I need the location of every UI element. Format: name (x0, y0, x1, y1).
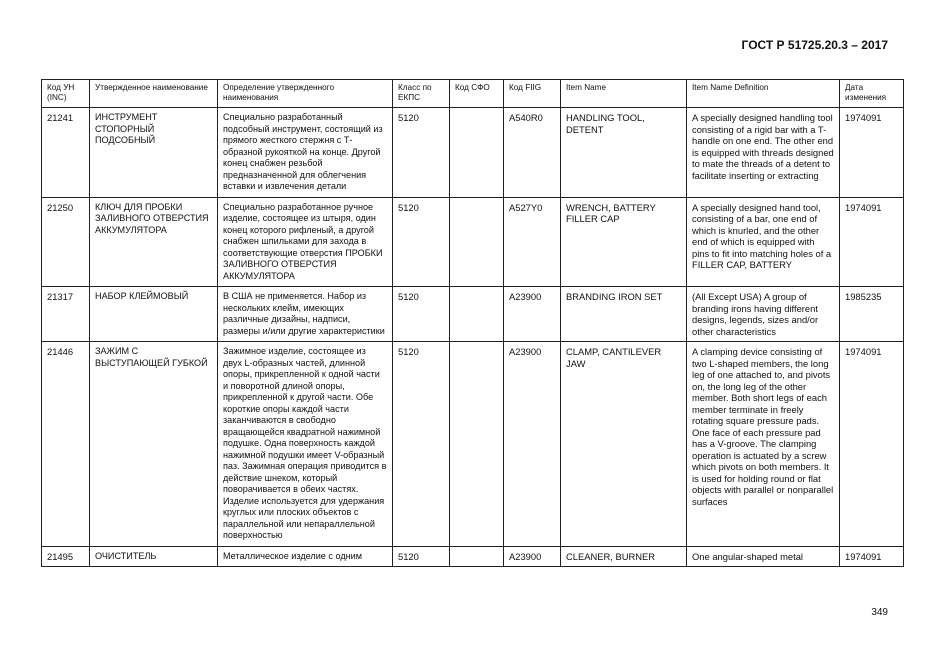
table-row (42, 197, 904, 287)
cell-name-ru: КЛЮЧ ДЛЯ ПРОБКИ ЗАЛИВНОГО ОТВЕРСТИЯ АККУМУЛЯТОРА (90, 197, 218, 287)
table-header-row (42, 80, 904, 108)
col-header-sfo: Код СФО (450, 80, 504, 108)
cell-name-ru: ЗАЖИМ С ВЫСТУПАЮЩЕЙ ГУБКОЙ (90, 342, 218, 547)
cell-fiig: A527Y0 (504, 197, 561, 287)
cell-date: 1985235 (840, 287, 904, 342)
cell-fiig: A23900 (504, 287, 561, 342)
cell-date: 1974091 (840, 108, 904, 198)
cell-class: 5120 (393, 287, 450, 342)
col-header-definition-ru: Определение утвержденного наименования (218, 80, 393, 108)
cell-item-definition: A specially designed hand tool, consisting of a bar, one end of which is knurled, and the other end of which is equipped with pins to fit into matching holes of a FILLER CAP, BATTERY (687, 197, 840, 287)
cell-definition-ru: В США не применяется. Набор из нескольких клейм, имеющих различные дизайны, надписи, размеры и/или другие характеристики (218, 287, 393, 342)
cell-item-definition: A clamping device consisting of two L-shaped members, the long leg of one attached to, and pivots on, the long leg of the other member. Both short legs of each member terminate in freely rotating square pressure pads. One face of each pressure pad has a V-groove. The clamping operation is actuated by a screw which pivots on both members. It is used for holding round or flat objects with parallel or nonparallel surfaces (687, 342, 840, 547)
cell-sfo (450, 197, 504, 287)
col-header-date: Дата изменения (840, 80, 904, 108)
cell-name-ru: ИНСТРУМЕНТ СТОПОРНЫЙ ПОДСОБНЫЙ (90, 108, 218, 198)
cell-definition-ru: Специально разработанное ручное изделие, состоящее из штыря, один конец которого рифленый, а другой снабжен шпильками для захода в соответствующие отверстия ПРОБКИ ЗАЛИВНОГО ОТВЕРСТИЯ АККУМУЛЯТОРА (218, 197, 393, 287)
cell-sfo (450, 342, 504, 547)
cell-name-ru: НАБОР КЛЕЙМОВЫЙ (90, 287, 218, 342)
cell-date: 1974091 (840, 342, 904, 547)
cell-sfo (450, 287, 504, 342)
document-title: ГОСТ Р 51725.20.3 – 2017 (741, 38, 888, 52)
cell-sfo (450, 546, 504, 567)
cell-class: 5120 (393, 546, 450, 567)
cell-item-name: BRANDING IRON SET (561, 287, 687, 342)
cell-item-name: HANDLING TOOL, DETENT (561, 108, 687, 198)
cell-fiig: A23900 (504, 342, 561, 547)
cell-fiig: A540R0 (504, 108, 561, 198)
cell-sfo (450, 108, 504, 198)
cell-name-ru: ОЧИСТИТЕЛЬ (90, 546, 218, 567)
cell-fiig: A23900 (504, 546, 561, 567)
table-row (42, 546, 904, 567)
col-header-inc: Код УН (INC) (42, 80, 90, 108)
cell-class: 5120 (393, 197, 450, 287)
cell-item-definition: A specially designed handling tool consisting of a rigid bar with a T-handle on one end. The other end is equipped with threads designed to mate the threads of a detent to facilitate inserting or extracting (687, 108, 840, 198)
cell-date: 1974091 (840, 546, 904, 567)
col-header-class: Класс по ЕКПС (393, 80, 450, 108)
col-header-item-name: Item Name (561, 80, 687, 108)
col-header-name-ru: Утвержденное наименование (90, 80, 218, 108)
cell-date: 1974091 (840, 197, 904, 287)
cell-item-name: CLAMP, CANTILEVER JAW (561, 342, 687, 547)
cell-inc: 21446 (42, 342, 90, 547)
table-row (42, 287, 904, 342)
col-header-item-definition: Item Name Definition (687, 80, 840, 108)
table-row (42, 108, 904, 198)
cell-item-name: WRENCH, BATTERY FILLER CAP (561, 197, 687, 287)
cell-definition-ru: Металлическое изделие с одним (218, 546, 393, 567)
inc-table (41, 79, 904, 567)
cell-definition-ru: Зажимное изделие, состоящее из двух L-образных частей, длинной опоры, прикрепленной к одной части и поворотной длиной опоры, прикрепленной к другой части. Обе короткие опоры каждой части заканчиваются в свободно вращающейся квадратной нажимной подушке. Одна поверхность каждой нажимной подушки имеет V-образный паз. Зажимная операция приводится в действие шнеком, который поворачивается в обеих частях. Изделие используется для удержания круглых или плоских объектов с параллельной или непараллельной поверхностью (218, 342, 393, 547)
cell-inc: 21250 (42, 197, 90, 287)
cell-class: 5120 (393, 108, 450, 198)
cell-inc: 21241 (42, 108, 90, 198)
cell-item-definition: (All Except USA) A group of branding irons having different designs, legends, sizes and/or other characteristics (687, 287, 840, 342)
cell-class: 5120 (393, 342, 450, 547)
cell-inc: 21317 (42, 287, 90, 342)
col-header-fiig: Код FIIG (504, 80, 561, 108)
cell-item-definition: One angular-shaped metal (687, 546, 840, 567)
cell-item-name: CLEANER, BURNER (561, 546, 687, 567)
cell-inc: 21495 (42, 546, 90, 567)
cell-definition-ru: Специально разработанный подсобный инструмент, состоящий из прямого жесткого стержня с Т-образной рукояткой на конце. Другой конец снабжен резьбой предназначенной для облегчения вставки и извлечения детали (218, 108, 393, 198)
table-row (42, 342, 904, 547)
page-number: 349 (871, 607, 888, 618)
